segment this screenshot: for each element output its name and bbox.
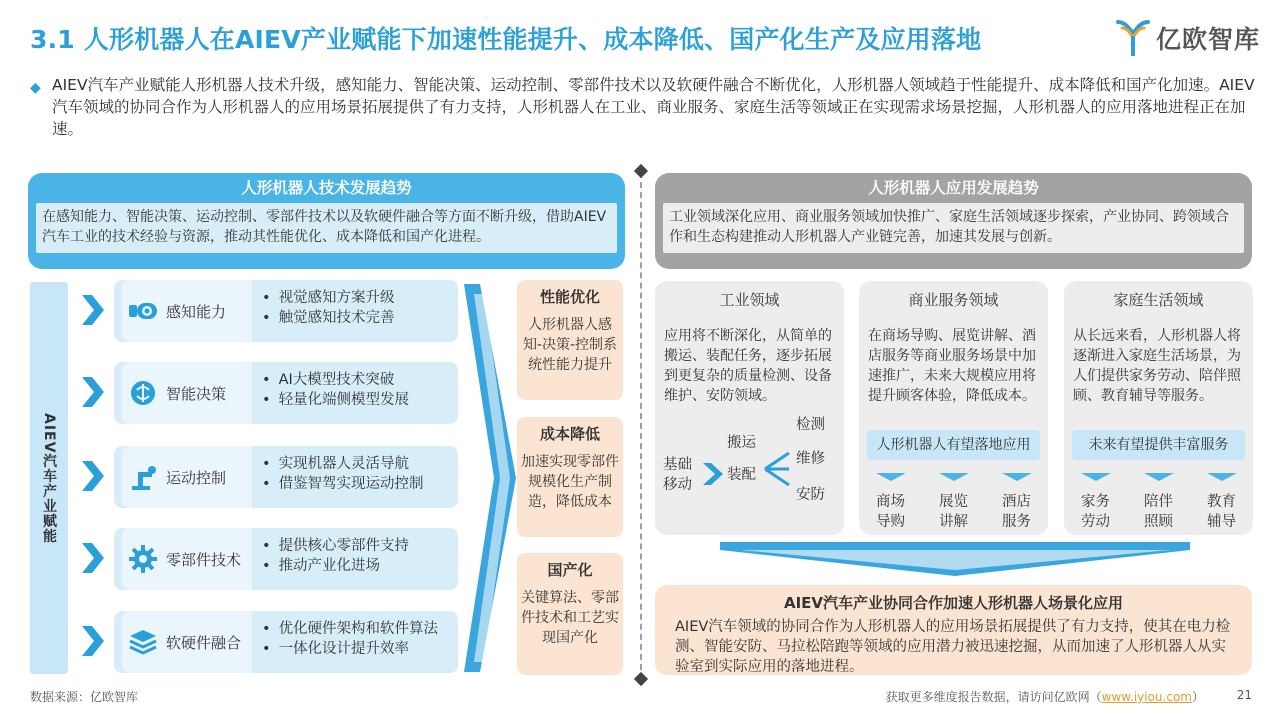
brain-icon [128, 378, 158, 408]
list-item: • AI大模型技术突破 [262, 370, 409, 390]
outcome-text: 人形机器人感知-决策-控制系统性能力提升 [522, 317, 618, 373]
collab-summary-text: AIEV汽车领域的协同合作为人形机器人的应用场景拓展提供了有力支持，使其在电力检测、智能安防、马拉松陪跑等领域的应用潜力被迅速挖掘，从而加速了人形机器人从实验室到实际应用的落地进程。 [675, 619, 1231, 675]
aiev-empower-column [30, 282, 68, 674]
tech-row-label [122, 611, 252, 673]
chevron-down-icon [1002, 473, 1032, 483]
layers-icon [128, 627, 158, 657]
chevron-down-icon [1207, 473, 1237, 483]
outcome-title: 性能优化 [539, 288, 600, 306]
collab-summary-title: AIEV汽车产业协同合作加速人形机器人场景化应用 [783, 594, 1124, 612]
tech-row-decision [114, 362, 458, 424]
center-divider [640, 172, 642, 680]
tech-trend-text: 在感知能力、智能决策、运动控制、零部件技术以及软硬件融合等方面不断升级，借助AIEV汽车工业的技术经验与资源，推动其性能优化、成本降低和国产化进程。 [36, 203, 617, 253]
sub-scene-label: 教育 辅导 [1207, 494, 1236, 530]
page-number: 21 [1236, 688, 1252, 702]
sub-scene-label: 展览 讲解 [939, 494, 968, 530]
app-trend-title: 人形机器人应用发展趋势 [868, 179, 1039, 197]
chevron-down-icon [1081, 473, 1111, 483]
tech-row-title: 运动控制 [166, 468, 227, 487]
footer-cta-suffix: ） [1191, 690, 1204, 704]
outcome-performance [517, 280, 623, 400]
domain-industrial [655, 281, 844, 535]
sub-scene-label: 酒店 服务 [1002, 494, 1031, 530]
domain-subs [1064, 473, 1253, 532]
sub-scene [931, 473, 977, 532]
flow-mid: 装配 [727, 467, 756, 483]
footer-cta [886, 688, 1204, 705]
flow-adv: 维修 [796, 451, 825, 467]
logo-mark-icon [1116, 18, 1150, 58]
outcome-title: 成本降低 [539, 425, 600, 443]
branch-arrows-icon [763, 449, 793, 489]
chevron-right-icon [80, 461, 106, 491]
chevron-right-icon [80, 543, 106, 573]
outcome-localization [517, 553, 623, 675]
list-item: • 借鉴智驾实现运动控制 [262, 474, 424, 494]
tech-row-items [262, 454, 424, 494]
tech-row-motion [114, 446, 458, 508]
converging-down-arrow-icon [720, 540, 1190, 580]
sub-scene-label: 陪伴 照顾 [1144, 494, 1173, 530]
tech-row-title: 零部件技术 [166, 550, 242, 569]
outcome-cost [517, 417, 623, 537]
sub-scene [1073, 473, 1119, 532]
tech-row-label [122, 528, 252, 590]
aiev-empower-label: AIEV汽车产业赋能 [41, 412, 57, 544]
domain-text: 从长远来看，人形机器人将逐渐进入家庭生活场景，为人们提供家务劳动、陪伴照顾、教育辅导等服务。 [1073, 328, 1241, 404]
tech-row-title: 软硬件融合 [166, 633, 242, 652]
domain-title: 商业服务领域 [908, 291, 999, 309]
domain-text: 在商场导购、展览讲解、酒店服务等商业服务场景中加速推广，未来大规模应用将提升顾客体验，降低成本。 [868, 328, 1036, 404]
intro-paragraph [30, 74, 1255, 140]
gear-icon [128, 544, 158, 574]
camera-icon [128, 296, 158, 326]
domain-home [1064, 281, 1253, 535]
domain-text: 应用将不断深化，从简单的搬运、装配任务，逐步拓展到更复杂的质量检测、设备维护、安防领域。 [664, 328, 832, 404]
chevron-right-icon [80, 626, 106, 656]
outcome-text: 关键算法、零部件技术和工艺实现国产化 [521, 590, 619, 646]
domain-pill: 人形机器人有望落地应用 [867, 430, 1040, 460]
tech-row-label [122, 362, 252, 424]
sub-scene-label: 商场 导购 [876, 494, 905, 530]
domain-commercial [859, 281, 1048, 535]
domain-title: 工业领域 [719, 291, 780, 309]
flow-base: 基础 移动 [663, 457, 692, 493]
list-item: • 轻量化端侧模型发展 [262, 390, 409, 410]
logo [1116, 18, 1260, 58]
diamond-bullet-icon: ◆ [30, 80, 41, 96]
page-title: 3.1 人形机器人在AIEV产业赋能下加速性能提升、成本降低、国产化生产及应用落地 [30, 25, 982, 54]
chevron-right-icon [703, 463, 727, 485]
divider-dot-icon [634, 672, 648, 686]
tech-row-perception [114, 280, 458, 342]
domain-pill: 未来有望提供丰富服务 [1072, 430, 1245, 460]
chevron-down-icon [939, 473, 969, 483]
domain-title: 家庭生活领域 [1113, 291, 1204, 309]
sub-scene-label: 家务 劳动 [1081, 494, 1110, 530]
website-link[interactable]: www.iyiou.com [1101, 690, 1192, 704]
robot-arm-icon [128, 462, 158, 492]
collab-summary-box [655, 585, 1252, 675]
list-item: • 触觉感知技术完善 [262, 308, 395, 328]
footer-cta-prefix: 获取更多维度报告数据，请访问亿欧网（ [885, 690, 1102, 704]
tech-row-title: 感知能力 [166, 302, 227, 321]
app-trend-banner [655, 173, 1252, 269]
chevron-down-icon [876, 473, 906, 483]
tech-row-items [262, 619, 438, 659]
tech-row-items [262, 536, 409, 576]
sub-scene [994, 473, 1040, 532]
tech-row-items [262, 370, 409, 410]
domain-subs [859, 473, 1048, 532]
list-item: • 一体化设计提升效率 [262, 639, 438, 659]
outcome-title: 国产化 [547, 561, 593, 579]
app-trend-text: 工业领域深化应用、商业服务领域加快推广、家庭生活领域逐步探索，产业协同、跨领域合作和生态构建推动人形机器人产业链完善，加速其发展与创新。 [663, 203, 1244, 253]
list-item: • 实现机器人灵活导航 [262, 454, 424, 474]
tech-row-components [114, 528, 458, 590]
converging-arrow-icon [460, 280, 520, 676]
flow-mid: 搬运 [727, 435, 756, 451]
tech-row-items [262, 288, 395, 328]
sub-scene [868, 473, 914, 532]
industrial-flow [663, 417, 838, 527]
tech-row-label [122, 446, 252, 508]
flow-adv: 安防 [796, 487, 825, 503]
list-item: • 推动产业化进场 [262, 556, 409, 576]
chevron-down-icon [1144, 473, 1174, 483]
flow-adv: 检测 [796, 417, 825, 433]
tech-trend-banner [28, 173, 625, 269]
tech-trend-title: 人形机器人技术发展趋势 [241, 179, 412, 197]
data-source: 数据来源：亿欧智库 [30, 690, 139, 704]
sub-scene [1136, 473, 1182, 532]
list-item: • 提供核心零部件支持 [262, 536, 409, 556]
sub-scene [1199, 473, 1245, 532]
outcome-text: 加速实现零部件规模化生产制造，降低成本 [521, 454, 619, 510]
tech-row-hw-sw [114, 611, 458, 673]
chevron-right-icon [80, 377, 106, 407]
divider-dot-icon [634, 164, 648, 178]
tech-row-label [122, 280, 252, 342]
list-item: • 优化硬件架构和软件算法 [262, 619, 438, 639]
intro-text: AIEV汽车产业赋能人形机器人技术升级，感知能力、智能决策、运动控制、零部件技术以及软硬件融合不断优化，人形机器人领域趋于性能提升、成本降低和国产化加速。AIEV汽车领域的协同合作为人形机器人的应用场景拓展提供了有力支持，人形机器人在工业、商业服务、家庭生活等领域正在实现需求场景挖掘，人形机器人的应用落地进程正在加速。 [52, 76, 1255, 138]
tech-row-title: 智能决策 [166, 384, 227, 403]
logo-text: 亿欧智库 [1155, 25, 1260, 54]
chevron-right-icon [80, 295, 106, 325]
list-item: • 视觉感知方案升级 [262, 288, 395, 308]
